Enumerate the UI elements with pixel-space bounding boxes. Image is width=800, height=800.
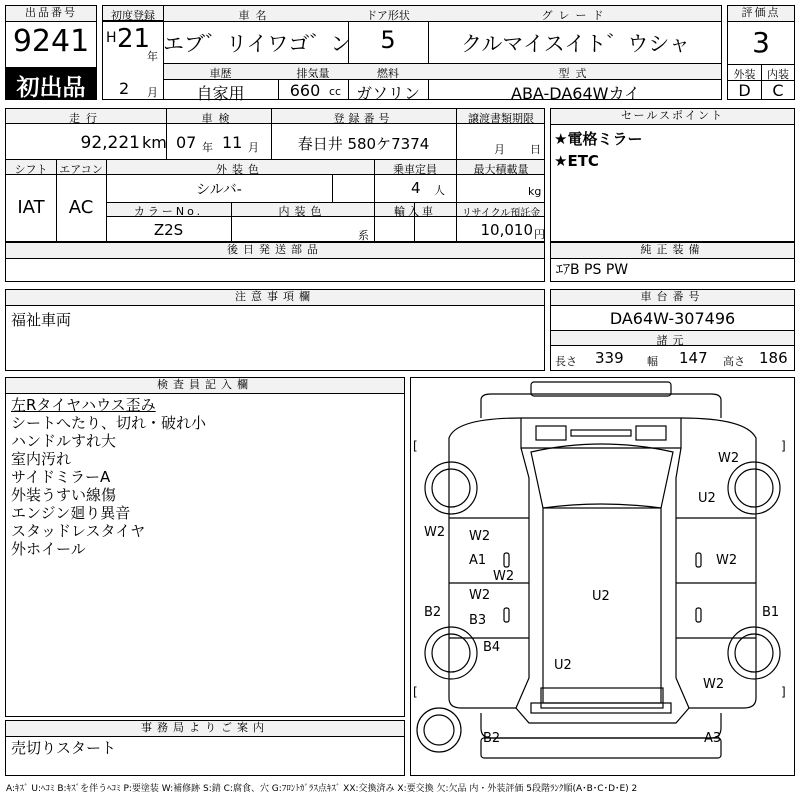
chassis-label: 車台番号 [551, 290, 794, 306]
door-label: ドア形状 [366, 9, 410, 22]
specs-label: 諸元 [656, 334, 689, 347]
ext-label: 外装 [733, 68, 756, 81]
transfer-day-unit: 日 [530, 143, 541, 156]
plate-label: 登録番号 [333, 112, 394, 125]
score-label: 評価点 [728, 6, 794, 22]
mileage: 92,221 [80, 133, 140, 153]
vehicle-details-box [5, 108, 545, 242]
svg-text:]: ] [781, 439, 786, 453]
cc-unit: cc [329, 85, 342, 98]
sales-point-1: ★電格ミラー [554, 130, 643, 148]
month-unit: 月 [147, 86, 158, 99]
office-label: 事務局よりご案内 [6, 721, 404, 737]
inspector-label: 検査員記入欄 [6, 378, 404, 394]
transfer-label: 譲渡書類期限 [468, 112, 534, 125]
color-no: Z2S [153, 221, 184, 239]
sales-label: セールスポイント [551, 109, 794, 125]
damage-w2-left: W2 [424, 525, 446, 540]
color-no-label: カラーNo. [133, 205, 204, 218]
damage-u2-bottom: U2 [554, 658, 572, 673]
main-info-box [102, 5, 722, 103]
capacity: 4 [411, 179, 421, 197]
later-parts-box [5, 242, 545, 282]
note-line: ハンドルすれ大 [11, 432, 117, 450]
damage-w2-right-side: W2 [716, 553, 738, 568]
sales-points-box [550, 108, 795, 242]
year-unit: 年 [147, 50, 158, 63]
svg-text:[: [ [413, 685, 418, 699]
damage-w2-b: W2 [469, 588, 491, 603]
recycle-label: リサイクル預託金 [461, 208, 541, 219]
model: ABA-DA64Wカイ [511, 84, 640, 103]
caution-value: 福祉車両 [11, 311, 72, 329]
yen-unit: 円 [534, 228, 545, 241]
shift-label: シフト [14, 163, 48, 176]
note-line: シートへたり、切れ・破れ小 [11, 414, 207, 432]
km-unit: km [142, 133, 167, 152]
svg-text:[: [ [413, 439, 418, 453]
ac-label: エアコン [59, 163, 103, 176]
caution-box [5, 289, 545, 371]
office-value: 売切りスタート [11, 739, 117, 757]
later-parts-label: 後日発送部品 [6, 243, 544, 259]
damage-b4: B4 [483, 640, 501, 655]
height-label: 高さ [723, 355, 745, 368]
recycle: 10,010 [480, 221, 533, 239]
ext-grade: D [738, 81, 751, 100]
ac: AC [68, 197, 94, 218]
car-name: エブ゛リイワゴ゛ン [163, 32, 352, 56]
chassis-number: DA64W-307496 [609, 309, 736, 328]
damage-w2-mid: W2 [493, 569, 515, 584]
plate: 春日井 580ケ7374 [297, 135, 430, 153]
damage-b2-bottom: B2 [483, 731, 501, 746]
note-line: スタッドレスタイヤ [11, 522, 146, 540]
damage-a3: A3 [704, 731, 722, 746]
car-name-label: 車名 [238, 9, 273, 22]
reg-year: 21 [117, 24, 151, 54]
import-label: 輸入車 [394, 205, 436, 218]
score-box [727, 5, 795, 100]
lot-box [5, 5, 97, 100]
shift: IAT [17, 197, 45, 218]
damage-a1: A1 [469, 553, 487, 568]
grade: クルマイスイト゛ウシャ [461, 32, 690, 56]
note-line: 外装うすい線傷 [11, 486, 117, 504]
history-label: 車歴 [209, 67, 232, 80]
capacity-unit: 人 [434, 184, 445, 197]
car-outline [411, 378, 794, 775]
note-line: エンジン廻り異音 [11, 504, 131, 522]
damage-u2-right: U2 [698, 491, 716, 506]
load-label: 最大積載量 [473, 163, 529, 176]
car-diagram [410, 377, 795, 776]
legend: A:ｷｽﾞ U:ﾍｺﾐ B:ｷｽﾞを伴うﾍｺﾐ P:要塗装 W:補修跡 S:錆 C:腐食、穴 G:ﾌﾛﾝﾄｶﾞﾗｽ点ｷｽﾞ XX:交換済み X:要交換 欠:欠品 内・外装評価 5段階ﾗﾝｸ順(A･B･C･D･E) 2 [6, 784, 638, 794]
interior-unit: 系 [358, 229, 369, 242]
grade-label: グレード [541, 9, 610, 22]
exterior-color: シルバ- [196, 182, 242, 198]
width: 147 [679, 349, 708, 367]
score: 3 [752, 26, 770, 59]
chassis-box [550, 289, 795, 371]
note-line: 室内汚れ [11, 450, 72, 468]
first-listing-badge: 初出品 [6, 67, 96, 99]
lot-number: 9241 [12, 24, 90, 59]
transfer-month-unit: 月 [494, 143, 505, 156]
insp-year: 07 [176, 133, 197, 152]
width-label: 幅 [647, 355, 658, 368]
doors: 5 [380, 26, 396, 54]
length: 339 [595, 349, 624, 367]
fuel-label: 燃料 [377, 67, 399, 80]
height: 186 [759, 349, 788, 367]
displacement-label: 排気量 [296, 67, 330, 80]
sales-point-2: ★ETC [554, 152, 599, 170]
fuel: ガソリン [355, 84, 420, 103]
exterior-color-label: 外装色 [216, 163, 264, 176]
length-label: 長さ [555, 355, 577, 368]
damage-w2-rear-right: W2 [703, 677, 725, 692]
caution-label: 注意事項欄 [6, 290, 544, 306]
insp-year-unit: 年 [202, 141, 213, 154]
equipment-label: 純正装備 [551, 243, 794, 259]
interior-color-label: 内装色 [278, 205, 327, 218]
load-unit: kg [528, 185, 542, 198]
damage-b1: B1 [762, 605, 780, 620]
capacity-label: 乗車定員 [393, 163, 437, 176]
mileage-label: 走行 [69, 112, 103, 125]
int-label: 内装 [767, 68, 789, 81]
damage-w2-a: W2 [469, 529, 491, 544]
lot-label: 出品番号 [6, 6, 96, 22]
insp-month-unit: 月 [248, 141, 259, 154]
reg-label: 初度登録 [111, 9, 155, 22]
damage-b2-left: B2 [424, 605, 442, 620]
damage-u2-center: U2 [592, 589, 610, 604]
equipment-box [550, 242, 795, 282]
displacement: 660 [289, 81, 321, 100]
history: 自家用 [196, 84, 245, 103]
note-line: 左Rタイヤハウス歪み [11, 396, 156, 414]
note-line: サイドミラーA [11, 468, 111, 486]
equipment-value: ｴｱB PS PW [556, 262, 629, 278]
reg-month: 2 [119, 79, 130, 98]
era: H [106, 30, 117, 46]
svg-text:]: ] [781, 685, 786, 699]
inspector-notes [11, 396, 206, 558]
inspection-label: 車検 [201, 112, 236, 125]
inspector-box [5, 377, 405, 717]
insp-month: 11 [222, 133, 243, 152]
damage-b3: B3 [469, 613, 487, 628]
int-grade: C [772, 81, 784, 100]
note-line: 外ホイール [11, 540, 86, 558]
damage-w2-front-right: W2 [718, 451, 740, 466]
model-label: 型式 [558, 67, 593, 80]
office-box [5, 720, 405, 776]
